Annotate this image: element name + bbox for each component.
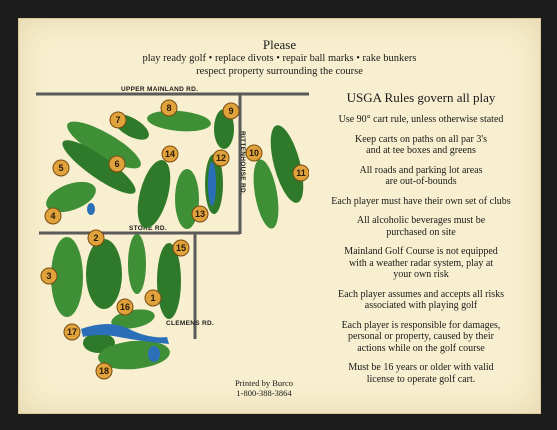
- hole-marker-3[interactable]: [41, 268, 57, 284]
- hole-marker-7[interactable]: [110, 112, 126, 128]
- svg-text:11: 11: [296, 168, 306, 178]
- svg-text:7: 7: [115, 115, 121, 125]
- svg-text:5: 5: [58, 163, 64, 173]
- svg-text:17: 17: [66, 327, 78, 337]
- course-map: [19, 19, 309, 413]
- scorecard-rules-page: [18, 18, 541, 414]
- road-label-rittenhouse: RITTENHOUSE RD.: [239, 131, 246, 196]
- svg-text:18: 18: [98, 366, 110, 376]
- svg-text:15: 15: [175, 243, 187, 253]
- road-label-clemens: CLEMENS RD.: [166, 320, 215, 327]
- road-label-store: STORE RD.: [129, 225, 167, 232]
- rule-item: Must be 16 years or older with valid license to operate golf cart.: [348, 362, 494, 385]
- svg-text:9: 9: [228, 106, 234, 116]
- hole-marker-13[interactable]: [192, 206, 208, 222]
- hole-marker-17[interactable]: [64, 324, 80, 340]
- rules-panel: [307, 90, 535, 393]
- rule-item: All roads and parking lot areas are out-of-bounds: [359, 164, 483, 187]
- hole-marker-15[interactable]: [173, 240, 189, 256]
- svg-text:3: 3: [46, 271, 52, 281]
- svg-text:16: 16: [119, 302, 131, 312]
- printer-credit: [219, 378, 309, 398]
- svg-text:2: 2: [93, 233, 99, 243]
- svg-text:10: 10: [248, 148, 260, 158]
- svg-text:1: 1: [150, 293, 156, 303]
- hole-marker-9[interactable]: [223, 103, 239, 119]
- rule-item: All alcoholic beverages must be purchased on site: [356, 215, 486, 238]
- header-title: Please: [262, 37, 297, 52]
- svg-text:4: 4: [50, 211, 56, 221]
- rule-item: Each player is responsible for damages, personal or property, caused by their actions while on the golf course: [341, 319, 501, 354]
- rule-item: Mainland Golf Course is not equipped with a weather radar system, play at your own risk: [344, 246, 498, 280]
- hole-marker-14[interactable]: [162, 146, 178, 162]
- hole-marker-6[interactable]: [109, 156, 125, 172]
- printer-phone: 1-800-388-3864: [236, 388, 292, 398]
- hole-marker-18[interactable]: [96, 363, 112, 379]
- rule-item: Use 90° cart rule, unless otherwise stated: [338, 114, 504, 125]
- hole-marker-12[interactable]: [213, 150, 229, 166]
- rule-item: Keep carts on paths on all par 3's and at tee boxes and greens: [354, 133, 488, 156]
- hole-marker-1[interactable]: [145, 290, 161, 306]
- hole-marker-10[interactable]: [246, 145, 262, 161]
- printer-name: Printed by Burco: [234, 378, 294, 388]
- hole-marker-4[interactable]: [45, 208, 61, 224]
- road-label-upper-mainland: UPPER MAINLAND RD.: [121, 86, 199, 93]
- header-line-2: respect property surrounding the course: [196, 66, 363, 77]
- svg-text:8: 8: [166, 103, 172, 113]
- hole-marker-16[interactable]: [117, 299, 133, 315]
- hole-marker-8[interactable]: [161, 100, 177, 116]
- hole-marker-2[interactable]: [88, 230, 104, 246]
- hole-marker-5[interactable]: [53, 160, 69, 176]
- rule-item: Each player assumes and accepts all risks associated with playing golf: [337, 288, 505, 311]
- svg-text:13: 13: [194, 209, 206, 219]
- svg-text:14: 14: [164, 149, 176, 159]
- svg-text:6: 6: [114, 159, 120, 169]
- header-line-1: play ready golf • replace divots • repair ball marks • rake bunkers: [142, 53, 417, 64]
- rules-title: USGA Rules govern all play: [346, 90, 496, 105]
- rule-item: Each player must have their own set of clubs: [331, 195, 511, 207]
- svg-text:12: 12: [215, 153, 227, 163]
